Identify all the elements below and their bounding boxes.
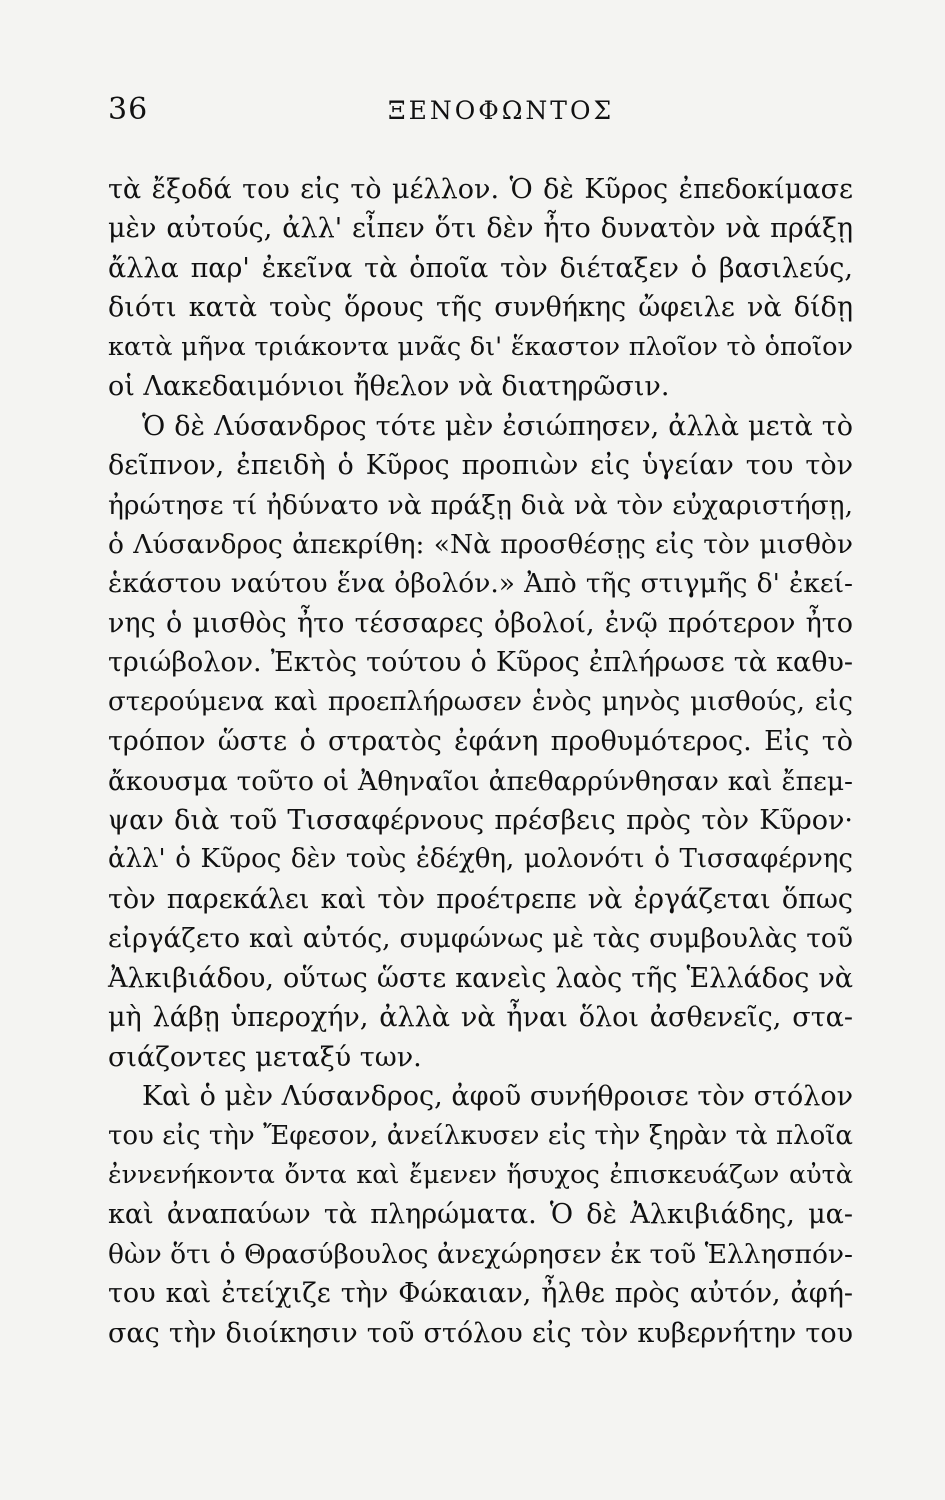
text-line: μὲν αὐτούς, ἀλλ' εἶπεν ὅτι δὲν ἦτο δυνατὸν νὰ πράξῃ	[108, 213, 853, 245]
page-number: 36	[108, 92, 149, 127]
text-line: δεῖπνον, ἐπειδὴ ὁ Κῦρος προπιὼν εἰς ὑγείαν του τὸν	[108, 450, 853, 482]
text-line: του καὶ ἐτείχιζε τὴν Φώκαιαν, ἦλθε πρὸς αὐτόν, ἀφή-	[108, 1278, 853, 1310]
page-header	[108, 92, 848, 132]
text-line: στερούμενα καὶ προεπλήρωσεν ἑνὸς μηνὸς μισθούς, εἰς	[108, 686, 853, 717]
text-line: ἄκουσμα τοῦτο οἱ Ἀθηναῖοι ἀπεθαρρύνθησαν καὶ ἔπεμ-	[108, 765, 853, 797]
text-line: τὰ ἔξοδά του εἰς τὸ μέλλον. Ὁ δὲ Κῦρος ἐπεδοκίμασε	[108, 174, 853, 205]
text-line: νης ὁ μισθὸς ἦτο τέσσαρες ὀβολοί, ἐνῷ πρότερον ἦτο	[108, 607, 853, 639]
body-text	[108, 170, 853, 1353]
text-line: Ὁ δὲ Λύσανδρος τότε μὲν ἐσιώπησεν, ἀλλὰ μετὰ τὸ	[142, 410, 853, 442]
text-line: Καὶ ὁ μὲν Λύσανδρος, ἀφοῦ συνήθροισε τὸν στόλον	[142, 1081, 853, 1113]
running-title: ΞΕΝΟΦΩΝΤΟΣ	[388, 96, 615, 125]
text-line: εἰργάζετο καὶ αὐτός, συμφώνως μὲ τὰς συμβουλὰς τοῦ	[108, 923, 853, 955]
text-line: ἐννενήκοντα ὄντα καὶ ἔμενεν ἥσυχος ἐπισκευάζων αὐτὰ	[108, 1159, 853, 1190]
text-line: διότι κατὰ τοὺς ὅρους τῆς συνθήκης ὤφειλε νὰ δίδῃ	[108, 292, 853, 324]
text-line: τὸν παρεκάλει καὶ τὸν προέτρεπε νὰ ἐργάζεται ὅπως	[108, 883, 853, 915]
text-line: τριώβολον. Ἐκτὸς τούτου ὁ Κῦρος ἐπλήρωσε τὰ καθυ-	[108, 647, 853, 679]
text-line: τρόπον ὥστε ὁ στρατὸς ἐφάνη προθυμότερος. Εἰς τὸ	[108, 726, 853, 758]
text-line: οἱ Λακεδαιμόνιοι ἤθελον νὰ διατηρῶσιν.	[108, 371, 670, 403]
text-line: κατὰ μῆνα τριάκοντα μνᾶς δι' ἕκαστον πλοῖον τὸ ὁποῖον	[108, 331, 853, 362]
text-line: ἀλλ' ὁ Κῦρος δὲν τοὺς ἐδέχθη, μολονότι ὁ Τισσαφέρνης	[108, 844, 853, 875]
text-line: ψαν διὰ τοῦ Τισσαφέρνους πρέσβεις πρὸς τὸν Κῦρον·	[108, 805, 853, 836]
text-line: θὼν ὅτι ὁ Θρασύβουλος ἀνεχώρησεν ἐκ τοῦ Ἑλλησπόν-	[108, 1238, 853, 1270]
text-line: ἄλλα παρ' ἐκεῖνα τὰ ὁποῖα τὸν διέταξεν ὁ βασιλεύς,	[108, 252, 853, 284]
text-line: σιάζοντες μεταξύ των.	[108, 1041, 422, 1073]
text-line: ἠρώτησε τί ἠδύνατο νὰ πράξῃ διὰ νὰ τὸν εὐχαριστήσῃ,	[108, 489, 853, 521]
text-line: Ἀλκιβιάδου, οὕτως ὥστε κανεὶς λαὸς τῆς Ἑλλάδος νὰ	[108, 962, 853, 994]
text-line: μὴ λάβῃ ὑπεροχήν, ἀλλὰ νὰ ἦναι ὅλοι ἀσθενεῖς, στα-	[108, 1002, 853, 1034]
text-line: ἑκάστου ναύτου ἕνα ὀβολόν.» Ἀπὸ τῆς στιγμῆς δ' ἐκεί-	[108, 568, 853, 600]
text-line: του εἰς τὴν Ἔφεσον, ἀνείλκυσεν εἰς τὴν ξηρὰν τὰ πλοῖα	[108, 1120, 853, 1151]
text-line: ὁ Λύσανδρος ἀπεκρίθη: «Νὰ προσθέσῃς εἰς τὸν μισθὸν	[108, 528, 853, 560]
text-line: σας τὴν διοίκησιν τοῦ στόλου εἰς τὸν κυβερνήτην του	[108, 1317, 853, 1349]
text-line: καὶ ἀναπαύων τὰ πληρώματα. Ὁ δὲ Ἀλκιβιάδης, μα-	[108, 1199, 853, 1231]
